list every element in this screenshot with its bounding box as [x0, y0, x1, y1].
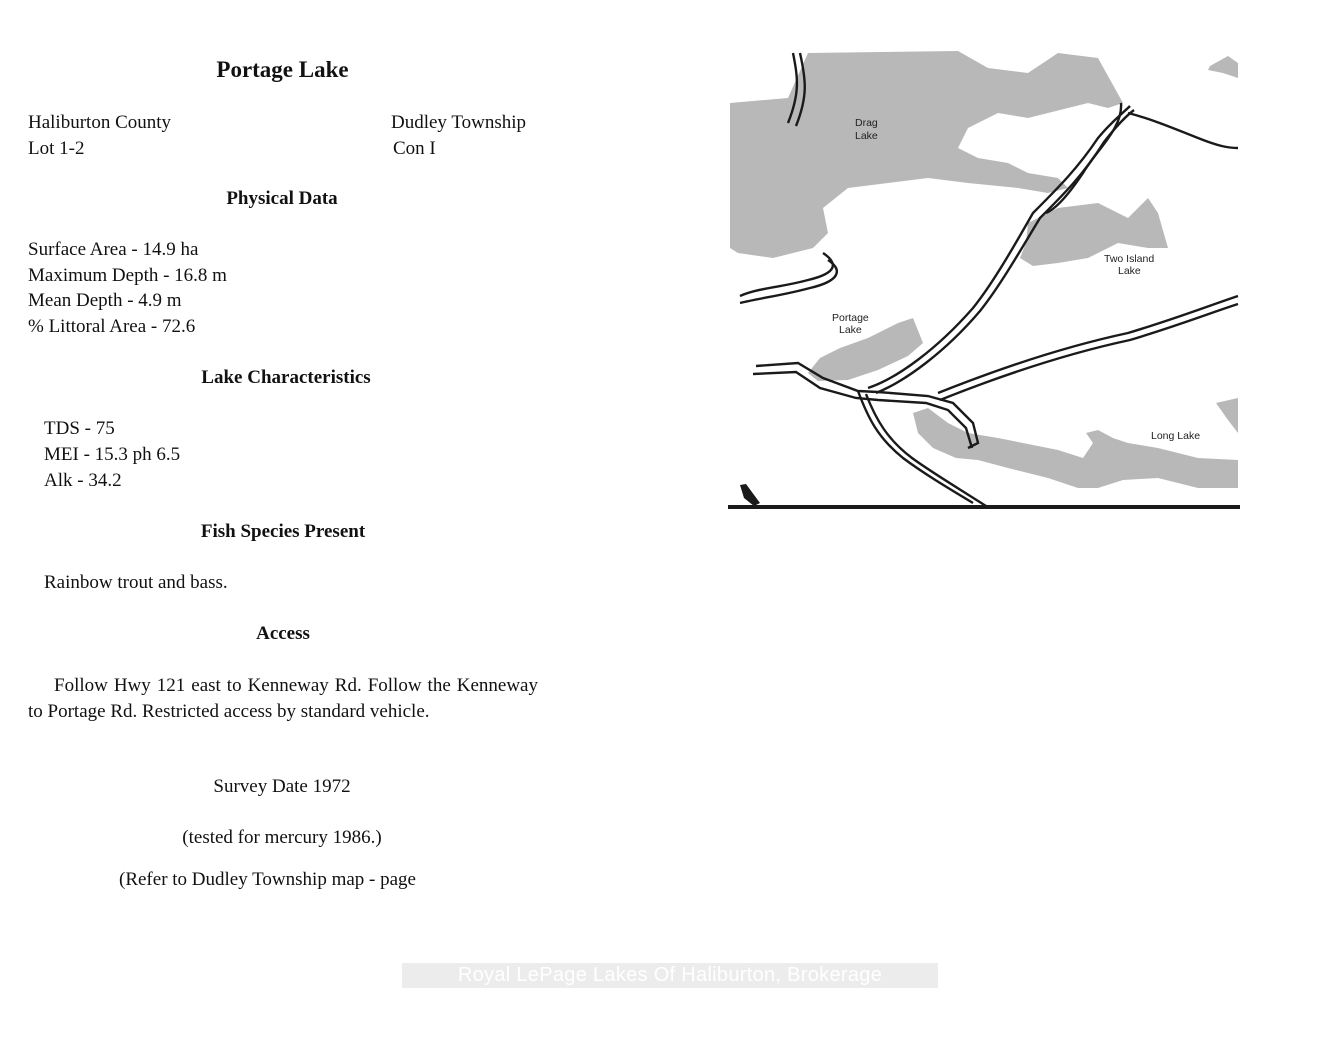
mean-depth-text: Mean Depth - 4.9 m [28, 290, 182, 311]
survey-date-text: Survey Date 1972 [213, 776, 351, 797]
mei-text: MEI - 15.3 ph 6.5 [44, 444, 181, 465]
label-portage: Portage [832, 312, 869, 324]
township-text: Dudley Township [391, 112, 527, 133]
lake-patch [1208, 56, 1238, 78]
label-two-island-lake: Lake [1118, 265, 1141, 277]
label-two-island: Two Island [1104, 253, 1155, 265]
lot-text: Lot 1-2 [28, 138, 85, 159]
lake-map [728, 48, 1240, 512]
surface-area-text: Surface Area - 14.9 ha [28, 239, 199, 260]
label-drag-lake: Lake [855, 130, 878, 142]
portage-lake-shape [808, 318, 923, 381]
label-portage-lake: Lake [839, 324, 862, 336]
map-baseline [728, 505, 1240, 509]
county-text: Haliburton County [28, 112, 172, 133]
fish-species-text: Rainbow trout and bass. [44, 572, 228, 593]
littoral-area-text: % Littoral Area - 72.6 [28, 316, 196, 337]
lake-patch-2 [1216, 398, 1238, 433]
long-lake-shape [913, 408, 1238, 488]
map-mark [740, 484, 760, 506]
mercury-note-text: (tested for mercury 1986.) [182, 827, 382, 848]
refer-note-text: (Refer to Dudley Township map - page [119, 869, 416, 890]
lake-characteristics-heading: Lake Characteristics [201, 367, 371, 388]
brokerage-watermark: Royal LePage Lakes Of Haliburton, Brokerage [402, 963, 938, 988]
label-drag: Drag [855, 117, 878, 129]
fish-species-heading: Fish Species Present [200, 521, 366, 542]
physical-data-heading: Physical Data [226, 188, 338, 209]
access-heading: Access [256, 623, 310, 644]
alk-text: Alk - 34.2 [44, 470, 122, 491]
con-text: Con I [393, 138, 436, 159]
tds-text: TDS - 75 [44, 418, 115, 439]
page-title: Portage Lake [216, 57, 349, 82]
label-long-lake: Long Lake [1151, 430, 1201, 442]
max-depth-text: Maximum Depth - 16.8 m [28, 265, 227, 286]
access-text: Follow Hwy 121 east to Kenneway Rd. Follow the Kenneway to Portage Rd. Restricted access by standard vehicle. [28, 675, 538, 722]
